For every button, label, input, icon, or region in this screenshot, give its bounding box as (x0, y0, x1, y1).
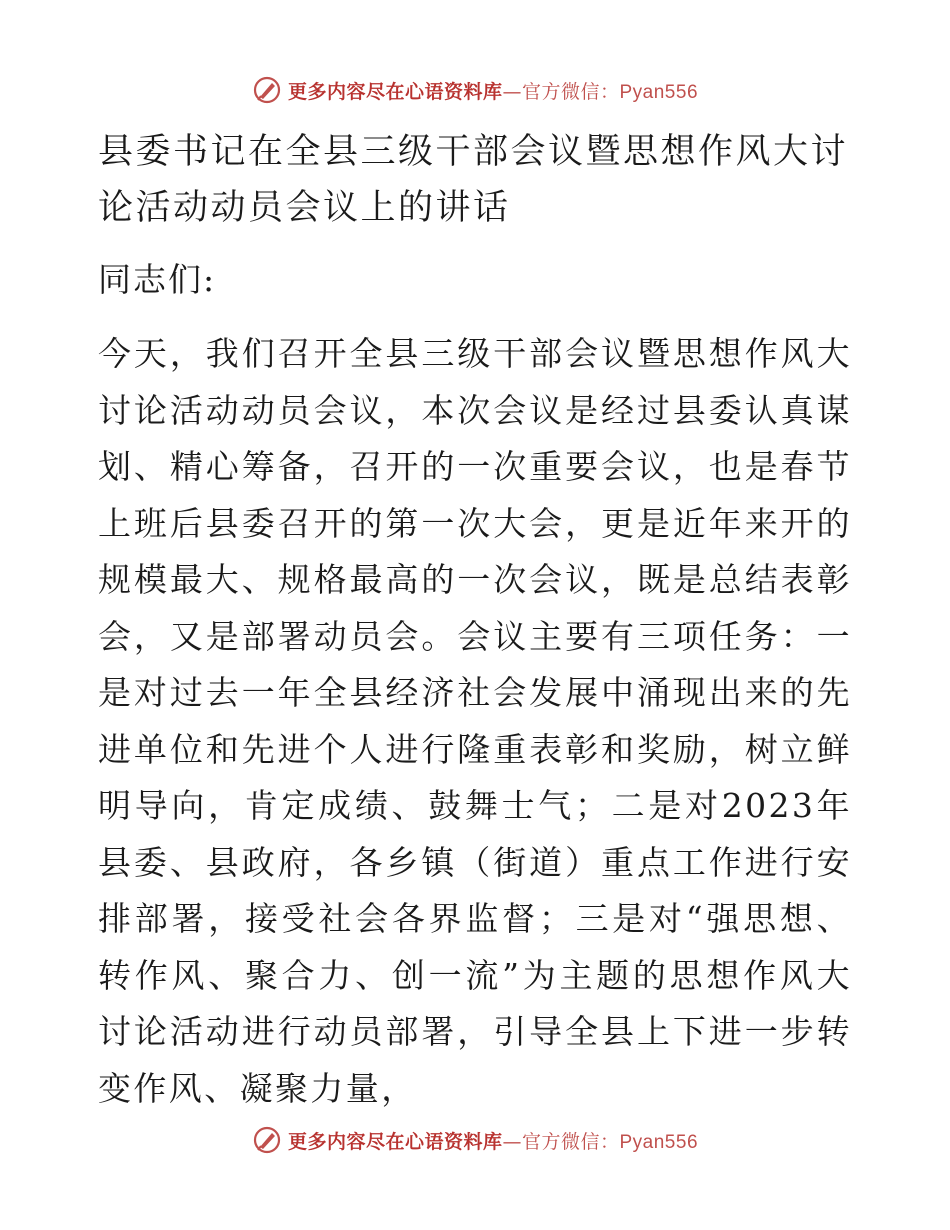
quill-logo-icon (252, 75, 282, 105)
watermark-text: 更多内容尽在心语资料库—官方微信：Pyan556 (287, 1130, 699, 1153)
quill-logo-icon (252, 1125, 282, 1155)
document-title: 县委书记在全县三级干部会议暨思想作风大讨论活动动员会议上的讲话 (98, 132, 849, 228)
watermark-text: 更多内容尽在心语资料库—官方微信：Pyan556 (287, 80, 699, 103)
body-paragraph: 今天，我们召开全县三级干部会议暨思想作风大讨论活动动员会议，本次会议是经过县委认真谋划、精心筹备，召开的一次重要会议，也是春节上班后县委召开的第一次大会，更是近年来开的规模最大、规格最高的一次会议，既是总结表彰会，又是部署动员会。会议主要有三项任务：一是对过去一年全县经济社会发展中涌现出来的先进单位和先进个人进行隆重表彰和奖励，树立鲜明导向，肯定成绩、鼓舞士气；二是对2023年县委、县政府，各乡镇（街道）重点工作进行安排部署，接受社会各界监督；三是对“强思想、转作风、聚合力、创一流”为主题的思想作风大讨论活动进行动员部署，引导全县上下进一步转变作风、凝聚力量， (98, 334, 852, 1108)
header-watermark (0, 72, 950, 108)
salutation: 同志们: (98, 260, 217, 299)
footer-watermark (0, 1122, 950, 1158)
